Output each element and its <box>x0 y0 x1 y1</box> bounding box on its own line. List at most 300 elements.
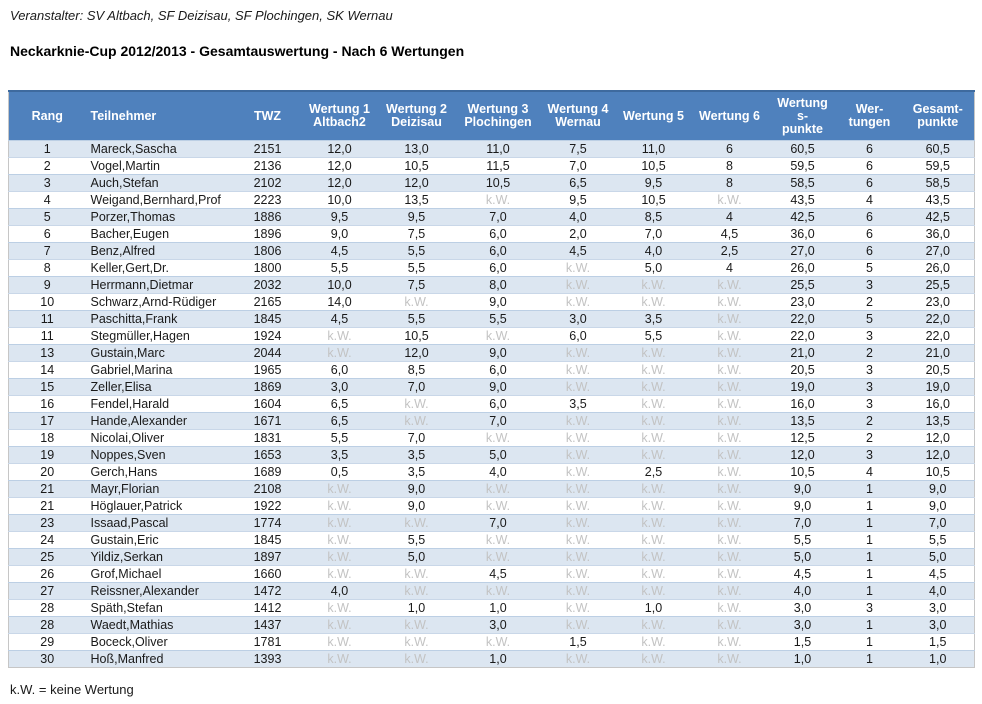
cell-w4: k.W. <box>541 294 616 311</box>
table-row <box>9 294 975 311</box>
cell-gp: 23,0 <box>902 294 975 311</box>
cell-w6: k.W. <box>692 379 768 396</box>
cell-twz: 1924 <box>234 328 302 345</box>
cell-wn: 6 <box>838 226 902 243</box>
cell-name: Schwarz,Arnd-Rüdiger <box>86 294 234 311</box>
cell-w6: 2,5 <box>692 243 768 260</box>
cell-w2: k.W. <box>378 566 456 583</box>
cell-w3: 5,5 <box>456 311 541 328</box>
cell-w4: k.W. <box>541 447 616 464</box>
cell-w3: k.W. <box>456 328 541 345</box>
table-row <box>9 481 975 498</box>
cell-w6: k.W. <box>692 583 768 600</box>
cell-w3: k.W. <box>456 634 541 651</box>
cell-w4: k.W. <box>541 379 616 396</box>
cell-w2: 13,0 <box>378 141 456 158</box>
cell-w4: 7,5 <box>541 141 616 158</box>
cell-wn: 3 <box>838 277 902 294</box>
cell-w3: 8,0 <box>456 277 541 294</box>
cell-rank: 17 <box>9 413 86 430</box>
cell-w2: 10,5 <box>378 328 456 345</box>
cell-w6: k.W. <box>692 464 768 481</box>
cell-rank: 6 <box>9 226 86 243</box>
cell-gp: 22,0 <box>902 311 975 328</box>
cell-name: Issaad,Pascal <box>86 515 234 532</box>
cell-wn: 6 <box>838 209 902 226</box>
table-row <box>9 345 975 362</box>
cell-w2: 13,5 <box>378 192 456 209</box>
cell-twz: 2223 <box>234 192 302 209</box>
cell-w1: 0,5 <box>302 464 378 481</box>
cell-w2: k.W. <box>378 294 456 311</box>
cell-twz: 1896 <box>234 226 302 243</box>
cell-w4: k.W. <box>541 345 616 362</box>
table-row <box>9 158 975 175</box>
table-row <box>9 447 975 464</box>
cell-w5: 3,5 <box>616 311 692 328</box>
cell-w4: 3,5 <box>541 396 616 413</box>
cell-gp: 21,0 <box>902 345 975 362</box>
cell-name: Porzer,Thomas <box>86 209 234 226</box>
cell-name: Boceck,Oliver <box>86 634 234 651</box>
cell-name: Noppes,Sven <box>86 447 234 464</box>
cell-w1: 12,0 <box>302 141 378 158</box>
cell-w2: 7,0 <box>378 379 456 396</box>
cell-w1: k.W. <box>302 328 378 345</box>
cell-w5: k.W. <box>616 277 692 294</box>
cell-twz: 1437 <box>234 617 302 634</box>
cell-wp: 60,5 <box>768 141 838 158</box>
cell-w5: 5,5 <box>616 328 692 345</box>
cell-wp: 3,0 <box>768 617 838 634</box>
cell-w3: 9,0 <box>456 345 541 362</box>
cell-rank: 16 <box>9 396 86 413</box>
table-body <box>9 141 975 668</box>
cell-wn: 2 <box>838 430 902 447</box>
cell-name: Auch,Stefan <box>86 175 234 192</box>
cell-twz: 1800 <box>234 260 302 277</box>
cell-w3: k.W. <box>456 481 541 498</box>
cell-gp: 4,5 <box>902 566 975 583</box>
cell-w6: k.W. <box>692 413 768 430</box>
cell-rank: 13 <box>9 345 86 362</box>
cell-wp: 9,0 <box>768 498 838 515</box>
cell-w5: k.W. <box>616 362 692 379</box>
cell-twz: 2108 <box>234 481 302 498</box>
cell-wn: 1 <box>838 634 902 651</box>
cell-wp: 42,5 <box>768 209 838 226</box>
cell-rank: 27 <box>9 583 86 600</box>
cell-w1: k.W. <box>302 515 378 532</box>
cell-name: Vogel,Martin <box>86 158 234 175</box>
cell-w3: 7,0 <box>456 413 541 430</box>
cell-w3: k.W. <box>456 583 541 600</box>
cell-w6: k.W. <box>692 515 768 532</box>
column-header-rank: Rang <box>9 91 86 141</box>
cell-twz: 1965 <box>234 362 302 379</box>
cell-w6: k.W. <box>692 498 768 515</box>
cell-w4: k.W. <box>541 362 616 379</box>
table-row <box>9 549 975 566</box>
cell-twz: 1845 <box>234 532 302 549</box>
cell-w4: 4,5 <box>541 243 616 260</box>
cell-w4: 2,0 <box>541 226 616 243</box>
cell-w1: k.W. <box>302 532 378 549</box>
cell-rank: 28 <box>9 600 86 617</box>
cell-wp: 27,0 <box>768 243 838 260</box>
cell-w4: k.W. <box>541 600 616 617</box>
cell-w6: k.W. <box>692 532 768 549</box>
cell-twz: 1831 <box>234 430 302 447</box>
cell-gp: 4,0 <box>902 583 975 600</box>
cell-wn: 6 <box>838 141 902 158</box>
cell-wp: 58,5 <box>768 175 838 192</box>
cell-w1: 4,5 <box>302 311 378 328</box>
cell-twz: 2165 <box>234 294 302 311</box>
cell-w5: k.W. <box>616 447 692 464</box>
cell-w4: k.W. <box>541 260 616 277</box>
cell-rank: 11 <box>9 311 86 328</box>
cell-wn: 3 <box>838 600 902 617</box>
cell-rank: 1 <box>9 141 86 158</box>
cell-w4: k.W. <box>541 430 616 447</box>
cell-wp: 20,5 <box>768 362 838 379</box>
cell-w2: 12,0 <box>378 175 456 192</box>
cell-rank: 28 <box>9 617 86 634</box>
cell-w3: 5,0 <box>456 447 541 464</box>
cell-rank: 18 <box>9 430 86 447</box>
table-row <box>9 413 975 430</box>
table-row <box>9 209 975 226</box>
cell-wp: 26,0 <box>768 260 838 277</box>
cell-w6: k.W. <box>692 430 768 447</box>
cell-w2: 7,5 <box>378 277 456 294</box>
cell-w5: 4,0 <box>616 243 692 260</box>
cell-w5: 2,5 <box>616 464 692 481</box>
cell-w3: 7,0 <box>456 209 541 226</box>
cell-wp: 23,0 <box>768 294 838 311</box>
cell-w5: 10,5 <box>616 192 692 209</box>
cell-w3: 6,0 <box>456 243 541 260</box>
cell-gp: 3,0 <box>902 600 975 617</box>
cell-w6: k.W. <box>692 294 768 311</box>
cell-w5: 5,0 <box>616 260 692 277</box>
cell-rank: 25 <box>9 549 86 566</box>
cell-wn: 1 <box>838 617 902 634</box>
cell-wn: 1 <box>838 481 902 498</box>
cell-wp: 12,5 <box>768 430 838 447</box>
cell-twz: 2044 <box>234 345 302 362</box>
cell-w4: 3,0 <box>541 311 616 328</box>
table-row <box>9 566 975 583</box>
column-header-w6: Wertung 6 <box>692 91 768 141</box>
cell-w6: k.W. <box>692 192 768 209</box>
cell-gp: 16,0 <box>902 396 975 413</box>
cell-w1: 4,0 <box>302 583 378 600</box>
cell-wn: 3 <box>838 379 902 396</box>
cell-w4: k.W. <box>541 277 616 294</box>
cell-w2: 9,0 <box>378 481 456 498</box>
cell-wp: 7,0 <box>768 515 838 532</box>
cell-twz: 1604 <box>234 396 302 413</box>
cell-rank: 3 <box>9 175 86 192</box>
cell-w1: 6,5 <box>302 396 378 413</box>
cell-wp: 4,5 <box>768 566 838 583</box>
cell-gp: 43,5 <box>902 192 975 209</box>
cell-name: Gerch,Hans <box>86 464 234 481</box>
cell-w5: k.W. <box>616 396 692 413</box>
cell-w2: k.W. <box>378 396 456 413</box>
cell-w5: k.W. <box>616 498 692 515</box>
cell-w1: 9,5 <box>302 209 378 226</box>
cell-w3: 4,5 <box>456 566 541 583</box>
cell-w4: k.W. <box>541 498 616 515</box>
table-row <box>9 311 975 328</box>
cell-rank: 30 <box>9 651 86 668</box>
column-header-wn: Wer- tungen <box>838 91 902 141</box>
cell-wn: 4 <box>838 192 902 209</box>
cell-w2: 8,5 <box>378 362 456 379</box>
cell-name: Mayr,Florian <box>86 481 234 498</box>
cell-w1: k.W. <box>302 600 378 617</box>
cell-wp: 59,5 <box>768 158 838 175</box>
cell-wn: 6 <box>838 175 902 192</box>
cell-w3: 6,0 <box>456 260 541 277</box>
cell-wp: 36,0 <box>768 226 838 243</box>
cell-w6: k.W. <box>692 345 768 362</box>
cell-twz: 1472 <box>234 583 302 600</box>
cell-w1: 3,5 <box>302 447 378 464</box>
cell-wn: 1 <box>838 549 902 566</box>
cell-twz: 2032 <box>234 277 302 294</box>
cell-rank: 29 <box>9 634 86 651</box>
cell-w5: k.W. <box>616 294 692 311</box>
cell-w5: k.W. <box>616 634 692 651</box>
cell-w5: k.W. <box>616 430 692 447</box>
cell-w1: 14,0 <box>302 294 378 311</box>
column-header-w4: Wertung 4 Wernau <box>541 91 616 141</box>
cell-wp: 3,0 <box>768 600 838 617</box>
cell-w6: 6 <box>692 141 768 158</box>
cell-twz: 1781 <box>234 634 302 651</box>
cell-gp: 60,5 <box>902 141 975 158</box>
cell-name: Herrmann,Dietmar <box>86 277 234 294</box>
results-table <box>8 90 975 668</box>
cell-w5: k.W. <box>616 617 692 634</box>
cell-twz: 1689 <box>234 464 302 481</box>
cell-rank: 26 <box>9 566 86 583</box>
cell-w5: k.W. <box>616 515 692 532</box>
cell-wn: 3 <box>838 447 902 464</box>
table-row <box>9 141 975 158</box>
cell-w3: k.W. <box>456 498 541 515</box>
cell-w3: 6,0 <box>456 226 541 243</box>
cell-gp: 42,5 <box>902 209 975 226</box>
cell-rank: 4 <box>9 192 86 209</box>
cell-w5: 7,0 <box>616 226 692 243</box>
organizer-line: Veranstalter: SV Altbach, SF Deizisau, SF Plochingen, SK Wernau <box>10 8 393 23</box>
cell-w5: k.W. <box>616 583 692 600</box>
cell-w3: 6,0 <box>456 362 541 379</box>
cell-w6: k.W. <box>692 328 768 345</box>
cell-gp: 25,5 <box>902 277 975 294</box>
table-row <box>9 260 975 277</box>
cell-w3: 9,0 <box>456 294 541 311</box>
cell-w5: k.W. <box>616 345 692 362</box>
cell-w4: k.W. <box>541 413 616 430</box>
cell-name: Hoß,Manfred <box>86 651 234 668</box>
cell-w2: 5,5 <box>378 260 456 277</box>
cell-w4: 1,5 <box>541 634 616 651</box>
cell-wn: 1 <box>838 566 902 583</box>
column-header-gp: Gesamt- punkte <box>902 91 975 141</box>
cell-w2: 5,0 <box>378 549 456 566</box>
cell-twz: 1845 <box>234 311 302 328</box>
cell-rank: 23 <box>9 515 86 532</box>
cell-wn: 2 <box>838 413 902 430</box>
cell-twz: 1897 <box>234 549 302 566</box>
cell-gp: 1,5 <box>902 634 975 651</box>
cell-w6: k.W. <box>692 566 768 583</box>
cell-w5: k.W. <box>616 532 692 549</box>
cell-w6: k.W. <box>692 617 768 634</box>
cell-w1: k.W. <box>302 498 378 515</box>
cell-w4: k.W. <box>541 464 616 481</box>
cell-rank: 20 <box>9 464 86 481</box>
cell-w4: 6,5 <box>541 175 616 192</box>
cell-w5: 11,0 <box>616 141 692 158</box>
column-header-w1: Wertung 1 Altbach2 <box>302 91 378 141</box>
cell-w3: 3,0 <box>456 617 541 634</box>
cell-twz: 2102 <box>234 175 302 192</box>
legend-footnote: k.W. = keine Wertung <box>10 682 134 697</box>
cell-wp: 5,0 <box>768 549 838 566</box>
cell-wn: 1 <box>838 515 902 532</box>
cell-w3: 9,0 <box>456 379 541 396</box>
table-row <box>9 277 975 294</box>
cell-twz: 1653 <box>234 447 302 464</box>
cell-w1: 4,5 <box>302 243 378 260</box>
cell-wp: 13,5 <box>768 413 838 430</box>
cell-wn: 1 <box>838 498 902 515</box>
table-row <box>9 396 975 413</box>
cell-wn: 4 <box>838 464 902 481</box>
cell-wp: 9,0 <box>768 481 838 498</box>
cell-name: Gustain,Marc <box>86 345 234 362</box>
cell-w2: k.W. <box>378 583 456 600</box>
cell-w4: k.W. <box>541 583 616 600</box>
cell-wp: 4,0 <box>768 583 838 600</box>
cell-w6: k.W. <box>692 277 768 294</box>
cell-twz: 1671 <box>234 413 302 430</box>
cell-twz: 2151 <box>234 141 302 158</box>
table-row <box>9 498 975 515</box>
column-header-wp: Wertung s- punkte <box>768 91 838 141</box>
cell-w6: k.W. <box>692 447 768 464</box>
cell-w6: k.W. <box>692 600 768 617</box>
cell-w1: 6,5 <box>302 413 378 430</box>
table-row <box>9 430 975 447</box>
cell-w5: 1,0 <box>616 600 692 617</box>
cell-gp: 59,5 <box>902 158 975 175</box>
cell-w6: k.W. <box>692 362 768 379</box>
cell-name: Nicolai,Oliver <box>86 430 234 447</box>
cell-name: Reissner,Alexander <box>86 583 234 600</box>
cell-w2: 5,5 <box>378 532 456 549</box>
cell-rank: 19 <box>9 447 86 464</box>
cell-w5: 9,5 <box>616 175 692 192</box>
cell-twz: 1806 <box>234 243 302 260</box>
cell-wp: 22,0 <box>768 311 838 328</box>
cell-w2: 5,5 <box>378 243 456 260</box>
cell-name: Benz,Alfred <box>86 243 234 260</box>
cell-w6: 8 <box>692 175 768 192</box>
cell-w3: 1,0 <box>456 651 541 668</box>
cell-gp: 26,0 <box>902 260 975 277</box>
cell-rank: 21 <box>9 481 86 498</box>
cell-rank: 21 <box>9 498 86 515</box>
cell-wp: 5,5 <box>768 532 838 549</box>
cell-name: Paschitta,Frank <box>86 311 234 328</box>
column-header-twz: TWZ <box>234 91 302 141</box>
cell-w6: 4 <box>692 209 768 226</box>
cell-w2: 12,0 <box>378 345 456 362</box>
cell-twz: 1660 <box>234 566 302 583</box>
cell-w4: 4,0 <box>541 209 616 226</box>
cell-w3: 11,0 <box>456 141 541 158</box>
cell-name: Grof,Michael <box>86 566 234 583</box>
cell-w6: 4,5 <box>692 226 768 243</box>
cell-w6: 8 <box>692 158 768 175</box>
cell-w3: k.W. <box>456 192 541 209</box>
cell-w5: k.W. <box>616 379 692 396</box>
cell-w3: k.W. <box>456 430 541 447</box>
cell-wp: 10,5 <box>768 464 838 481</box>
cell-rank: 8 <box>9 260 86 277</box>
column-header-w2: Wertung 2 Deizisau <box>378 91 456 141</box>
cell-wn: 1 <box>838 651 902 668</box>
cell-w2: k.W. <box>378 515 456 532</box>
cell-w3: 4,0 <box>456 464 541 481</box>
cell-w4: k.W. <box>541 549 616 566</box>
cell-wp: 25,5 <box>768 277 838 294</box>
cell-name: Keller,Gert,Dr. <box>86 260 234 277</box>
cell-w1: k.W. <box>302 345 378 362</box>
table-row <box>9 532 975 549</box>
table-row <box>9 600 975 617</box>
cell-name: Weigand,Bernhard,Prof <box>86 192 234 209</box>
cell-name: Fendel,Harald <box>86 396 234 413</box>
cell-w4: 7,0 <box>541 158 616 175</box>
cell-wn: 5 <box>838 311 902 328</box>
cell-w3: 1,0 <box>456 600 541 617</box>
cell-rank: 7 <box>9 243 86 260</box>
cell-w5: k.W. <box>616 413 692 430</box>
cell-rank: 9 <box>9 277 86 294</box>
cell-w2: k.W. <box>378 634 456 651</box>
cell-w4: 9,5 <box>541 192 616 209</box>
cell-w4: k.W. <box>541 617 616 634</box>
cell-w3: 7,0 <box>456 515 541 532</box>
cell-gp: 9,0 <box>902 481 975 498</box>
cell-w6: 4 <box>692 260 768 277</box>
cell-w2: 9,5 <box>378 209 456 226</box>
cell-w1: 9,0 <box>302 226 378 243</box>
cell-w1: k.W. <box>302 481 378 498</box>
cell-wn: 3 <box>838 396 902 413</box>
table-header-row <box>9 91 975 141</box>
cell-w2: 3,5 <box>378 447 456 464</box>
